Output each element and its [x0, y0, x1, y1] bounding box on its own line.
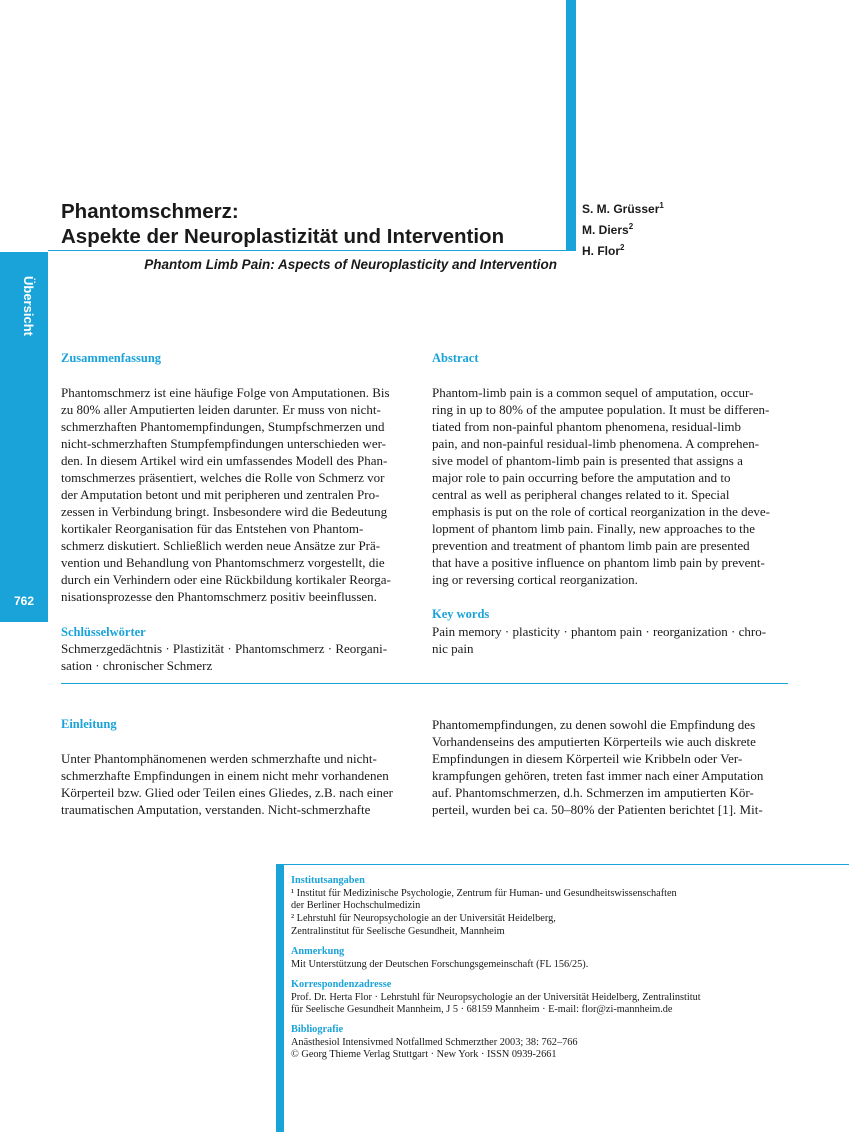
text-line: emphasis is put on the role of cortical reorganization in the deve-	[432, 504, 771, 519]
anmerkung-block	[291, 946, 831, 971]
text-line: Körperteil bzw. Glied oder Teilen eines Gliedes, z.B. nach einer	[61, 785, 393, 800]
author: S. M. Grüsser$^1$	[582, 201, 664, 216]
einleitung-text-left	[61, 750, 416, 818]
text-line: Pain memory · plasticity · phantom pain · reorganization · chro-	[432, 624, 767, 639]
section-label: Übersicht	[21, 276, 36, 336]
text-line: nic pain	[432, 641, 474, 656]
text-line: zu 80% aller Amputierten leiden darunter. Er muss von nicht-	[61, 402, 381, 417]
text-line: Empfindungen in diesem Körperteil wie Kribbeln oder Ver-	[432, 751, 743, 766]
text-line: perteil, wurden bei ca. 50–80% der Patienten berichtet [1]. Mit-	[432, 802, 763, 817]
author: M. Diers$^2$	[582, 222, 634, 237]
title-line-2: Aspekte der Neuroplastizität und Intervention	[61, 225, 505, 248]
schluesselwoerter-text	[61, 640, 416, 674]
section-separator	[61, 683, 788, 684]
bibliografie-block	[291, 1024, 831, 1062]
text-line: schmerz diskutiert. Schließlich werden neue Ansätze zur Prä-	[61, 538, 381, 553]
text-line: kortikaler Reorganisation für das Entstehen von Phantom-	[61, 521, 364, 536]
text-line: nisationsprozesse den Phantomschmerz positiv beeinflussen.	[61, 589, 377, 604]
abstract-text	[432, 384, 788, 588]
keywords-heading: Key words	[432, 607, 490, 621]
text-line: schmerzhaften Phantomempfindungen, Stumpfschmerzen und	[61, 419, 385, 434]
text-line: tomschmerzes präsentiert, welches die Rolle von Schmerz vor	[61, 470, 385, 485]
text-line: lopment of phantom limb pain. Finally, new approaches to the	[432, 521, 756, 536]
text-line: krampfungen gehören, treten fast immer nach einer Amputation	[432, 768, 764, 783]
english-title: Phantom Limb Pain: Aspects of Neuroplasticity and Intervention	[144, 257, 557, 272]
text-line: Phantomempfindungen, zu denen sowohl die Empfindung des	[432, 717, 756, 732]
text-line: nicht-schmerzhaften Stumpfempfindungen unterschieden wer-	[61, 436, 386, 451]
text-line: traumatischen Amputation, verstanden. Nicht-schmerzhafte	[61, 802, 371, 817]
info-line: für Seelische Gesundheit Mannheim, J 5 · 68159 Mannheim · E-mail: flor@zi-mannheim.de	[291, 1004, 673, 1016]
text-line: ing or reversing cortical reorganization.	[432, 572, 638, 587]
text-line: Phantom-limb pain is a common sequel of amputation, occur-	[432, 385, 754, 400]
zusammenfassung-heading: Zusammenfassung	[61, 351, 162, 365]
text-line: der Amputation betont und mit peripheren und zentralen Pro-	[61, 487, 380, 502]
top-accent-bar	[566, 0, 576, 251]
info-line: Prof. Dr. Herta Flor · Lehrstuhl für Neuropsychologie an der Universität Heidelberg, Zentralinstitut	[291, 991, 701, 1003]
einleitung-text-right	[432, 716, 788, 818]
bibliografie-heading: Bibliografie	[291, 1024, 344, 1035]
text-line: tiated from non-painful phantom phenomena, residual-limb	[432, 419, 742, 434]
author-list	[582, 197, 664, 260]
anmerkung-heading: Anmerkung	[291, 946, 345, 957]
info-line: Zentralinstitut für Seelische Gesundheit, Mannheim	[291, 925, 505, 937]
zusammenfassung-text	[61, 384, 416, 605]
article-title	[61, 199, 561, 249]
institutsangaben-heading: Institutsangaben	[291, 875, 365, 886]
info-line: ¹ Institut für Medizinische Psychologie, Zentrum für Human- und Gesundheitswissenschaften	[291, 887, 677, 899]
text-line: sive model of phantom-limb pain is presented that assigns a	[432, 453, 743, 468]
text-line: zessen in Verbindung bringt. Insbesondere wird die Bedeutung	[61, 504, 388, 519]
text-line: den. In diesem Artikel wird ein umfassendes Modell des Phan-	[61, 453, 388, 468]
info-line: © Georg Thieme Verlag Stuttgart · New York · ISSN 0939-2661	[291, 1049, 557, 1061]
info-line: ² Lehrstuhl für Neuropsychologie an der Universität Heidelberg,	[291, 913, 556, 925]
infobox-accent-bar	[276, 864, 284, 1132]
page-number: 762	[13, 594, 35, 608]
text-line: auf. Phantomschmerzen, d.h. Schmerzen im amputierten Kör-	[432, 785, 754, 800]
text-line: schmerzhafte Empfindungen in einem nicht mehr vorhandenen	[61, 768, 389, 783]
info-line: der Berliner Hochschulmedizin	[291, 900, 421, 912]
keywords-text	[432, 623, 788, 657]
author: H. Flor$^2$	[582, 243, 625, 258]
text-line: prevention and treatment of phantom limb pain are presented	[432, 538, 750, 553]
text-line: Unter Phantomphänomenen werden schmerzhafte und nicht-	[61, 751, 377, 766]
title-rule	[48, 250, 576, 251]
text-line: major role to pain occurring before the amputation and to	[432, 470, 731, 485]
text-line: Vorhandenseins des amputierten Körperteils wie auch diskrete	[432, 734, 756, 749]
text-line: Schmerzgedächtnis · Plastizität · Phantomschmerz · Reorgani-	[61, 641, 388, 656]
text-line: pain, and non-painful residual-limb phenomena. A comprehen-	[432, 436, 760, 451]
text-line: vention und Behandlung von Phantomschmerz vorgestellt, die	[61, 555, 385, 570]
info-line: Anästhesiol Intensivmed Notfallmed Schmerzther 2003; 38: 762–766	[291, 1036, 578, 1048]
text-line: Phantomschmerz ist eine häufige Folge von Amputationen. Bis	[61, 385, 390, 400]
abstract-heading: Abstract	[432, 351, 479, 365]
einleitung-heading: Einleitung	[61, 717, 117, 731]
korrespondenz-heading: Korrespondenzadresse	[291, 979, 392, 990]
info-line: Mit Unterstützung der Deutschen Forschungsgemeinschaft (FL 156/25).	[291, 958, 589, 970]
schluesselwoerter-heading: Schlüsselwörter	[61, 625, 146, 639]
institutsangaben-block	[291, 875, 831, 939]
text-line: central as well as peripheral changes related to it. Special	[432, 487, 730, 502]
text-line: sation · chronischer Schmerz	[61, 658, 213, 673]
korrespondenz-block	[291, 979, 831, 1017]
title-line-1: Phantomschmerz:	[61, 200, 239, 223]
text-line: that have a positive influence on phantom limb pain by prevent-	[432, 555, 765, 570]
text-line: durch ein Verhindern oder eine Rückbildung kortikaler Reorga-	[61, 572, 391, 587]
text-line: ring in up to 80% of the amputee population. It must be differen-	[432, 402, 770, 417]
infobox-rule	[284, 864, 849, 865]
